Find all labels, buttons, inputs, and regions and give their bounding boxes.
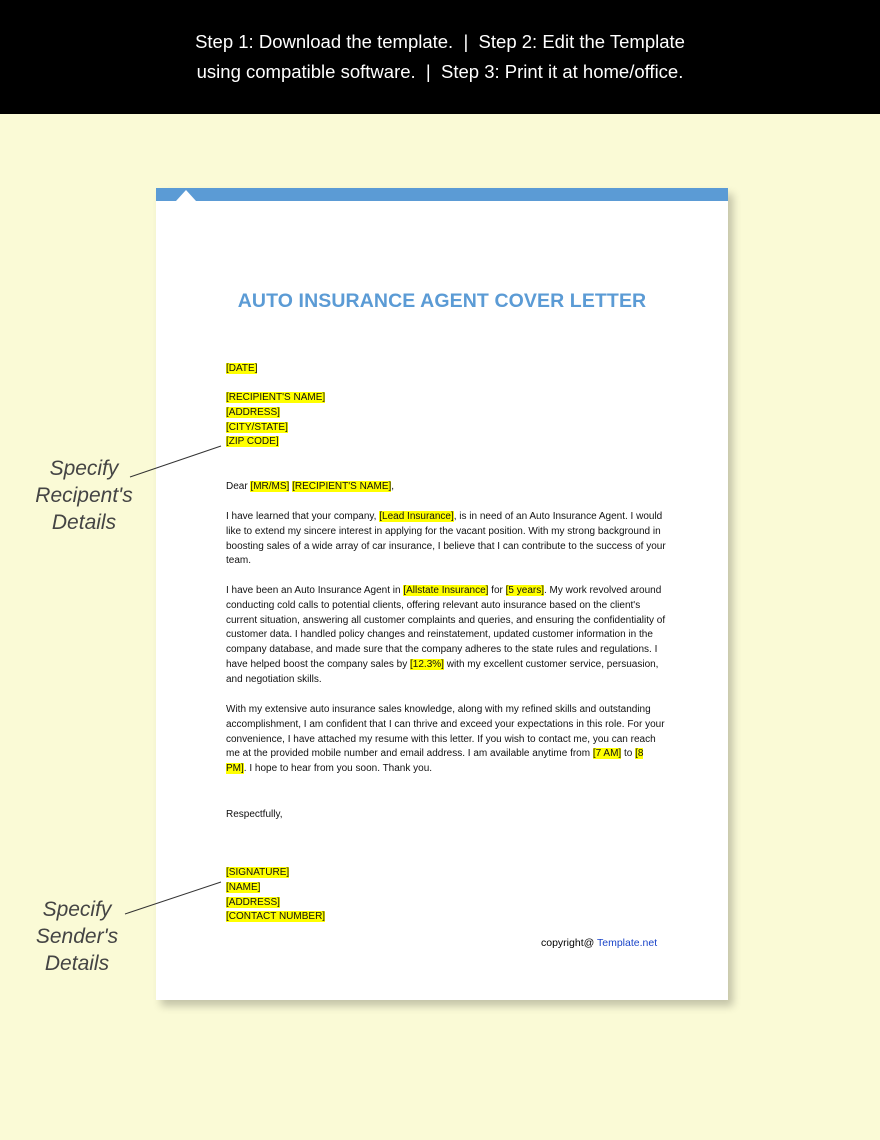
- p2-percent: [12.3%]: [410, 658, 444, 670]
- p3-from-time: [7 AM]: [592, 748, 622, 760]
- sender-signature: [SIGNATURE]: [226, 867, 290, 878]
- p1-text-a: I have learned that your company,: [226, 511, 380, 522]
- recipient-zip: [ZIP CODE]: [226, 436, 279, 448]
- p2-text-a: I have been an Auto Insurance Agent in: [226, 585, 404, 596]
- sender-contact: [CONTACT NUMBER]: [226, 911, 326, 923]
- salutation-suffix: ,: [391, 481, 395, 492]
- salutation-name: [RECIPIENT'S NAME]: [292, 481, 392, 492]
- p3-text-c: . I hope to hear from you soon. Thank you.: [243, 763, 433, 775]
- banner-line-2: using compatible software. | Step 3: Print it at home/office.: [196, 61, 684, 82]
- banner-line-1: Step 1: Download the template. | Step 2: Edit the Template: [195, 31, 685, 52]
- sender-callout-line-3: Details: [44, 952, 110, 975]
- p2-years: [5 years]: [505, 585, 544, 596]
- p3-to-time: [8 PM]: [226, 748, 644, 775]
- recipient-city-state: [CITY/STATE]: [226, 421, 288, 433]
- p2-text-d: with my excellent customer service, persuasion, and negotiation skills.: [226, 658, 659, 685]
- copyright-site-link[interactable]: Template.net: [597, 937, 658, 949]
- p1-text-b: , is in need of an Auto Insurance Agent. I would like to extend my sincere interest in applying for the vacant position. With my strong background in boosting sales of a wide array of car insurance, I believe that I can contribute to the success of your team.: [226, 511, 666, 567]
- sender-address: [ADDRESS]: [226, 896, 280, 908]
- recipient-callout-line-3: Details: [51, 511, 117, 534]
- p1-company: [Lead Insurance]: [379, 511, 454, 522]
- sender-callout: [14, 896, 140, 977]
- salutation-prefix: Dear: [226, 481, 251, 492]
- p3-text-a: With my extensive auto insurance sales knowledge, along with my refined skills and outstanding accomplishment, I am confident that I can thrive and exceed your expectations in this role. For your convenience, I have attached my resume with this letter. If you wish to contact me, you can reach me at the provided mobile number and email address. I am available anytime from: [226, 704, 665, 760]
- sender-name: [NAME]: [226, 881, 261, 893]
- p2-text-b: for: [488, 585, 506, 596]
- letter-title: AUTO INSURANCE AGENT COVER LETTER: [237, 290, 647, 312]
- salutation-title: [MR/MS]: [250, 481, 290, 492]
- recipient-callout-line-2: Recipent's: [35, 484, 133, 507]
- copyright-prefix: copyright@: [541, 937, 597, 949]
- p2-text-c: . My work revolved around conducting cold calls to potential clients, offering relevant auto insurance based on the client's current situation, answering all customer complaints and queries, and ensuring the confidentiality of customer data. I handled policy changes and reinstatement, updated customer information in the company database, and made sure that the company adheres to the state rules and regulations. I have helped boost the company sales by: [226, 585, 666, 670]
- recipient-address: [ADDRESS]: [226, 406, 280, 418]
- recipient-callout-line-1: Specify: [49, 457, 119, 480]
- date-placeholder: [DATE]: [226, 363, 258, 374]
- sender-callout-line-2: Sender's: [35, 925, 119, 948]
- sender-callout-line-1: Specify: [42, 898, 112, 921]
- p3-text-b: to: [621, 748, 636, 760]
- recipient-callout: [18, 455, 150, 536]
- p2-company: [Allstate Insurance]: [403, 585, 489, 596]
- recipient-name: [RECIPIENT'S NAME]: [226, 392, 326, 403]
- closing: Respectfully,: [226, 809, 283, 820]
